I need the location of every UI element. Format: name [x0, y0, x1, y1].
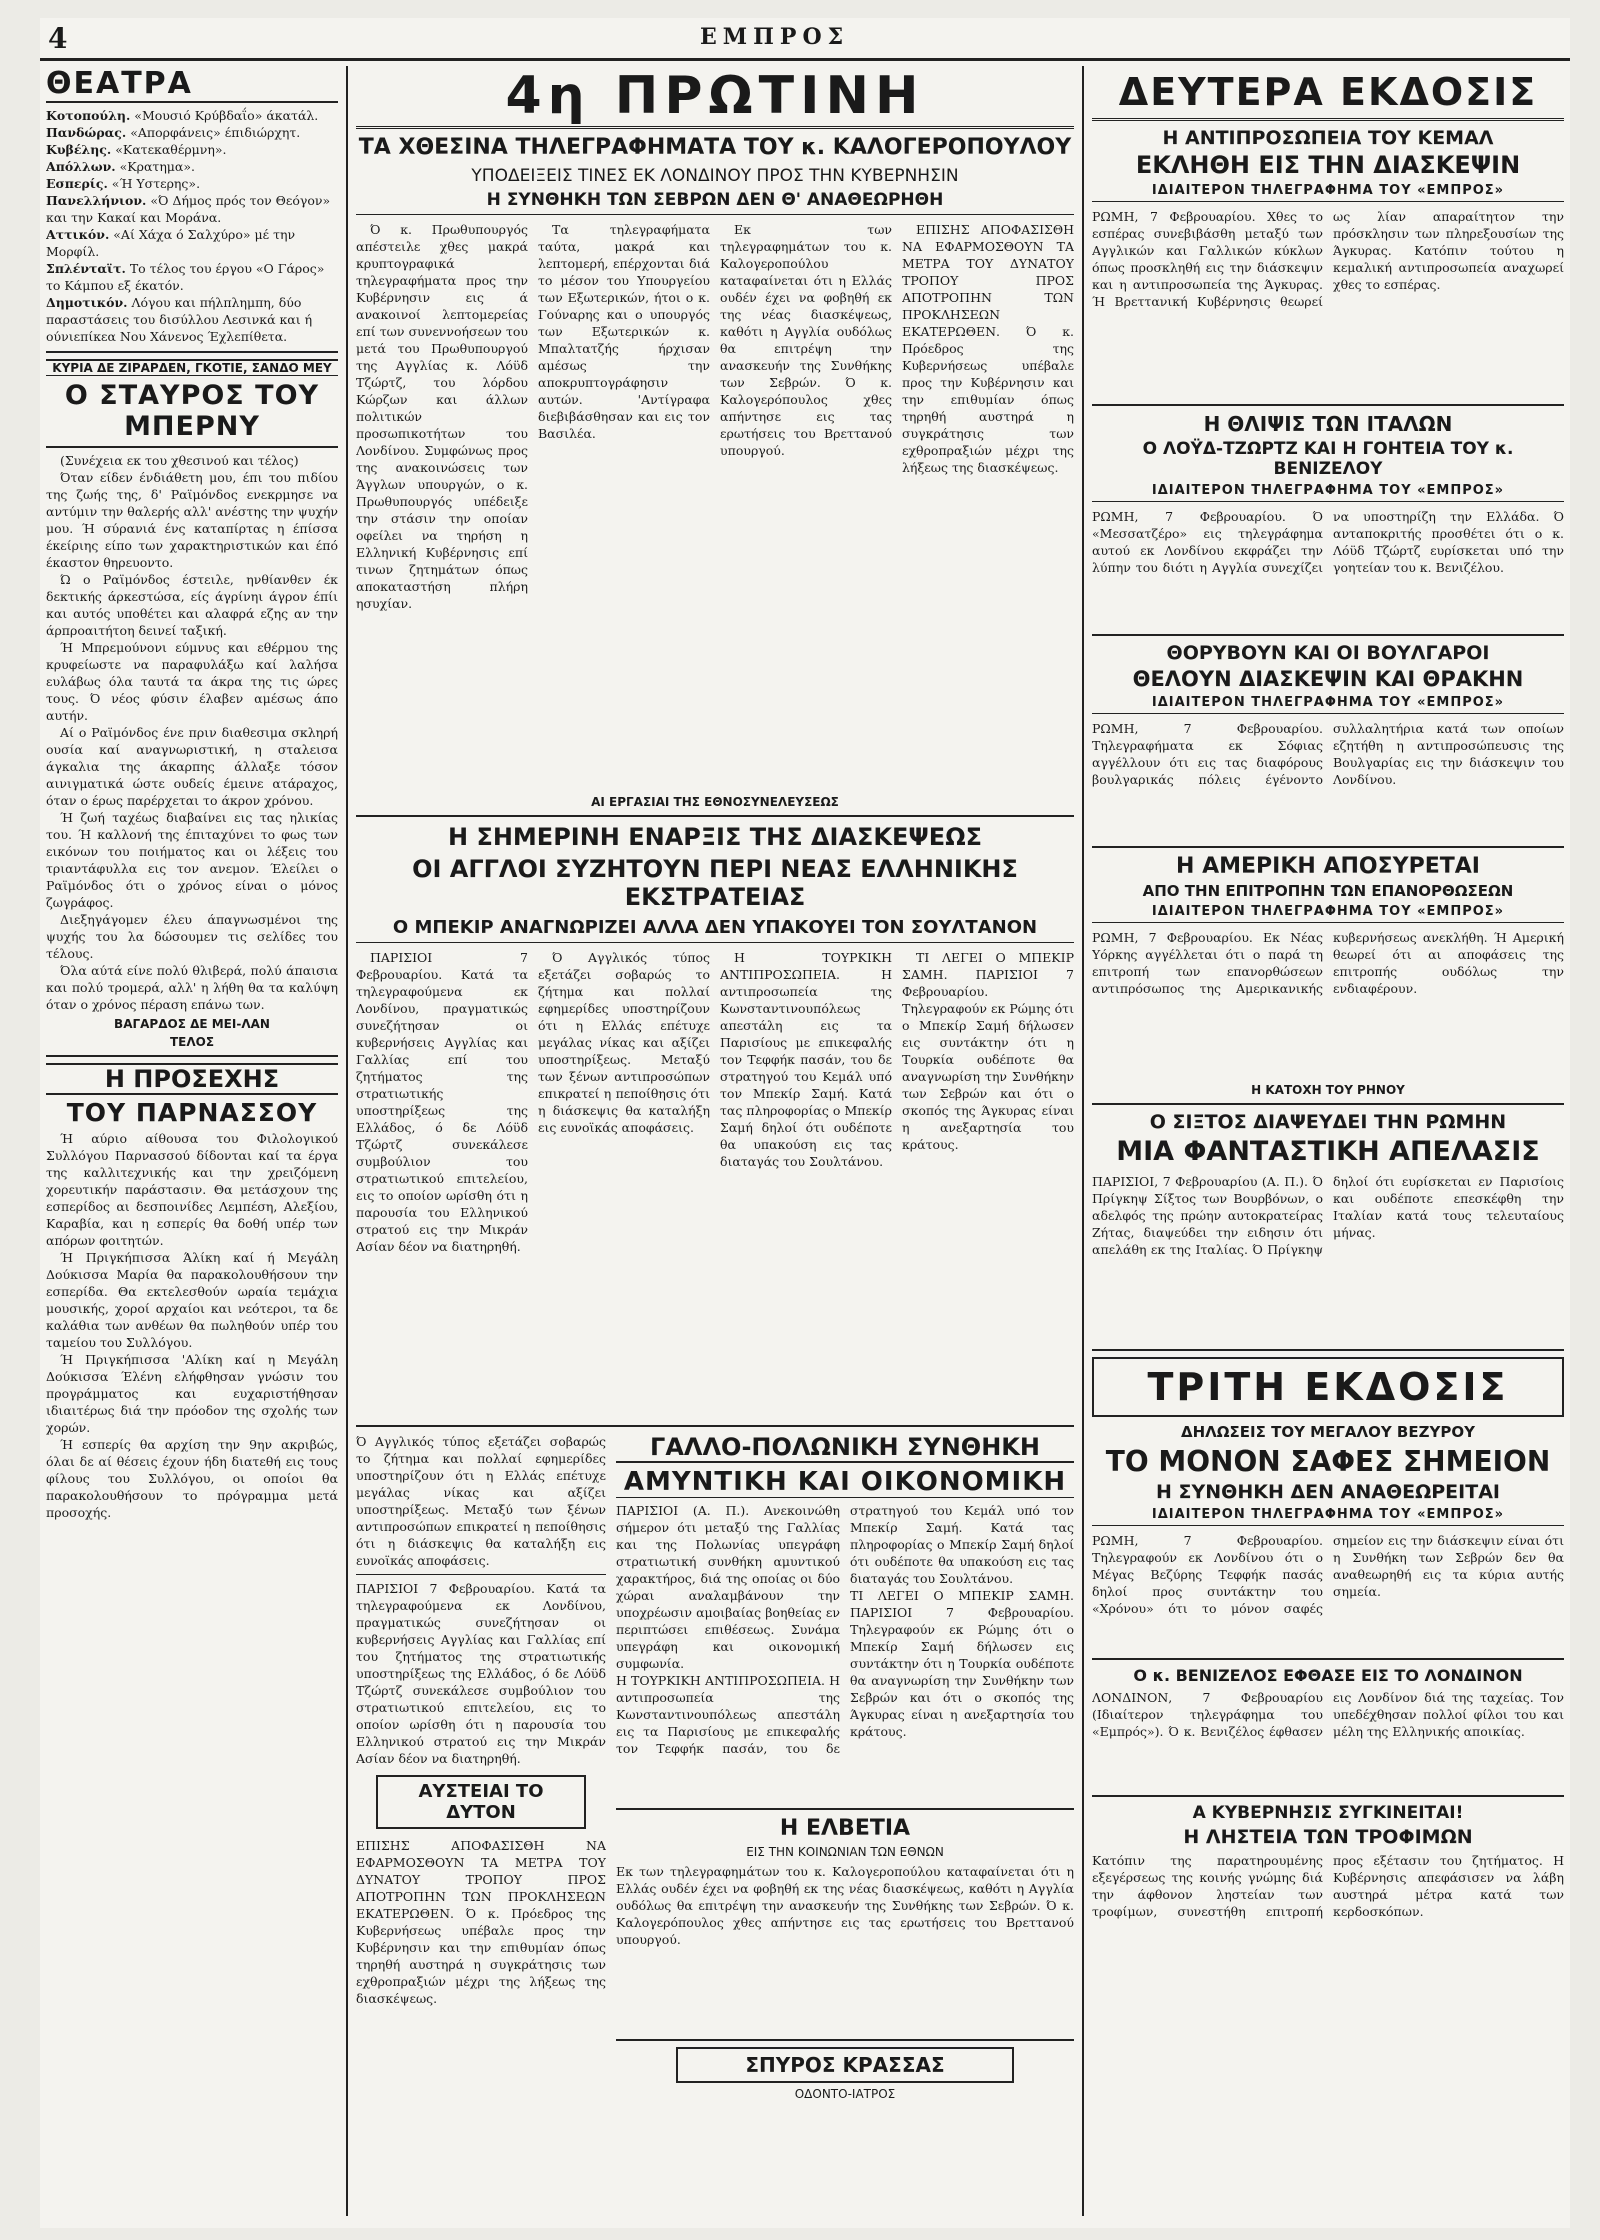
parnassos-title: ΤΟΥ ΠΑΡΝΑΣΣΟΥ — [66, 1098, 318, 1127]
lower-right-block — [616, 1433, 1074, 2113]
lead-column — [356, 221, 528, 791]
helvetia-body: Εκ των τηλεγραφημάτων του κ. Καλογεροπούλου καταφαίνεται ότι η Ελλάς ουδέν έχει να φοβηθή εκ της νέας διασκέψεως, καθότι η Αγγλία ουδόλως θα επιτρέψη την ανασκευήν της Συνθήκης των Σεβρών. Ό κ. Καλογερόπουλος χθες απήντησε εις τας ερωτήσεις του Βρεττανού υπουργού. — [616, 1864, 1074, 1947]
theatre-text: Λόγου και πήλπλημπη, δύο παραστάσεις του δισύλλου Λεσινκά και ή ούνιεπίκεα Νου Χάνενος Έχλεπίθετα. — [46, 295, 313, 344]
conf-headline2: ΟΙ ΑΓΓΛΟΙ ΣΥΖΗΤΟΥΝ ΠΕΡΙ ΝΕΑΣ ΕΛΛΗΝΙΚΗΣ ΕΚΣΤΡΑΤΕΙΑΣ — [412, 855, 1018, 911]
theatre-item — [46, 192, 338, 226]
special-telegram: ΙΔΙΑΙΤΕΡΟΝ ΤΗΛΕΓΡΑΦΗΜΑ ΤΟΥ «ΕΜΠΡΟΣ» — [1092, 695, 1564, 714]
page-number: 4 — [48, 22, 68, 55]
franco-body-wrap — [616, 1502, 1074, 1802]
divider — [46, 1055, 338, 1057]
special-telegram: ΙΔΙΑΙΤΕΡΟΝ ΤΗΛΕΓΡΑΦΗΜΑ ΤΟΥ «ΕΜΠΡΟΣ» — [1092, 483, 1564, 502]
divider — [616, 1808, 1074, 1810]
venizelos-head2: Η ΣΥΝΘΗΚΗ ΔΕΝ ΑΝΑΘΕΩΡΕΙΤΑΙ — [1156, 1481, 1500, 1503]
story-kicker: ΚΥΡΙΑ ΔΕ ΖΙΡΑΡΔΕΝ, ΓΚΟΤΙΕ, ΣΑΝΔΟ ΜΕΥ — [46, 359, 338, 376]
lead-sub2: Η ΣΥΝΘΗΚΗ ΤΩΝ ΣΕΒΡΩΝ ΔΕΝ Θ' ΑΝΑΘΕΩΡΗΘΗ — [356, 190, 1074, 215]
conf-column — [356, 949, 528, 1419]
theatre-item — [46, 175, 338, 192]
lead-column — [902, 221, 1074, 791]
story-paragraph: Όταν είδεν ένδιάθετη μου, έπι του πιδίου της ζωής της, δ' Ραϊμόνδος ενεκρμησε να αντύμιν την θαλερής αλλ' ανέστης την ψυχήν μου. Ή σύρανιά ένς καταπίρτας η έπίσσα έκείριης είπο των χαρακτηριστικών και έπό έκαστον θηρευοντο. — [46, 470, 338, 570]
sixtus-head: Ο ΣΙΞΤΟΣ ΔΙΑΨΕΥΔΕΙ ΤΗΝ ΡΩΜΗΝ — [1149, 1111, 1507, 1133]
masthead-bar — [40, 18, 1570, 61]
lead-column-text: Ό κ. Πρωθυπουργός απέστειλε χθες μακρά κρυπτογραφικά τηλεγραφήματα προς την Κυβέρνησιν εις ά ανακοινοί λεπτομερείας επί των συνεννοήσεων του μετά του Πρωθυπουργού της Αγγλίας κ. Λόϋδ Τζώρτζ, του λόρδου Κώρζων και άλλων πολιτικών προσωπικοτήτων του Λονδίνου. Συμφώνως προς της ανακοινώσεις των Άγγλων υπουργών, ο κ. Πρωθυπουργός υπέδειξε την στάσιν την οποίαν οφείλει να τηρήση η Ελληνική Κυβέρνησις επί τινων ζητημάτων όπως αποκαταστήση πλήρη ησυχίαν. — [356, 222, 528, 611]
helvetia-headline: Η ΕΛΒΕΤΙΑ — [779, 1816, 911, 1841]
divider — [1092, 404, 1564, 406]
lead-column — [720, 221, 892, 791]
lead-box: ΑΙ ΕΡΓΑΣΙΑΙ ΤΗΣ ΕΘΝΟΣΥΝΕΛΕΥΣΕΩΣ — [591, 795, 839, 809]
franco-body-2: Η ΤΟΥΡΚΙΚΗ ΑΝΤΙΠΡΟΣΩΠΕΙΑ. Η αντιπροσωπεία της Κωνσταντινουπόλεως απεστάλη εις τα Παρισίους με επικεφαλής τον Τεφφήκ πασάν, του δε στρατηγού του Κεμάλ υπό τον Μπεκίρ Σαμή. Κατά τας πληροφορίας ο Μπεκίρ Σαμή δηλοί ότι ουδέποτε θα υπακούση εις τας διαταγάς του Σουλτάνου. — [616, 1503, 1074, 1756]
lower-middle — [356, 1433, 1074, 2113]
arrive-head: Ο κ. ΒΕΝΙΖΕΛΟΣ ΕΦΘΑΣΕ ΕΙΣ ΤΟ ΛΟΝΔΙΝΟΝ — [1133, 1666, 1523, 1685]
conf-headline1: Η ΣΗΜΕΡΙΝΗ ΕΝΑΡΞΙΣ ΤΗΣ ΔΙΑΣΚΕΨΕΩΣ — [448, 823, 982, 851]
lead-sub1: ΥΠΟΔΕΙΞΕΙΣ ΤΙΝΕΣ ΕΚ ΛΟΝΔΙΝΟΥ ΠΡΟΣ ΤΗΝ ΚΥΒΕΡΝΗΣΙΝ — [471, 166, 959, 186]
third-edition-title: ΤΡΙΤΗ ΕΚΔΟΣΙΣ — [1092, 1357, 1564, 1417]
story-end: ΤΕΛΟΣ — [169, 1035, 215, 1049]
conf-column — [538, 949, 710, 1419]
amer-body: ΡΩΜΗ, 7 Φεβρουαρίου. Εκ Νέας Υόρκης αγγέλλεται ότι ο παρά τη επιτροπή των επανορθώσεων αντιπρόσωπος της Αμερικανικής κυβερνήσεως ανεκλήθη. Ή Αμερική θεωρεί ότι αι αποφάσεις της επιτροπής ουδόλως την ενδιαφέρουν. — [1092, 930, 1564, 996]
lead-column-text: ΕΠΙΣΗΣ ΑΠΟΦΑΣΙΣΘΗ ΝΑ ΕΦΑΡΜΟΣΘΟΥΝ ΤΑ ΜΕΤΡΑ ΤΟΥ ΔΥΝΑΤΟΥ ΤΡΟΠΟΥ ΠΡΟΣ ΑΠΟΤΡΟΠΗΝ ΤΩΝ ΠΡΟΚΛΗΣΕΩΝ ΕΚΑΤΕΡΩΘΕΝ. Ό κ. Πρόεδρος της Κυβερνήσεως υπέβαλε προς την Κυβέρνησιν και την επιθυμίαν όπως τηρηθή αυστηρά η συγκράτησις των εχθροπραξιών μέχρι της λήξεως της διασκέψεως. — [902, 222, 1074, 475]
divider — [1092, 1103, 1564, 1105]
theatre-text: «Ό Δήμος πρός τον Θεόγον» και την Κακαί και Μοράνα. — [46, 193, 331, 225]
bottom-body: Κατόπιν της παρατηρουμένης εξεγέρσεως της κοινής γνώμης διά την άφθονον ληστείαν των τροφίμων, συνεστήθη επιτροπή προς εξέτασιν του ζητήματος. Η Κυβέρνησις απεφάσισεν να λάβη αυστηρά μέτρα κατά των κερδοσκόπων. — [1092, 1853, 1564, 1919]
bottom-head2: Η ΛΗΣΤΕΙΑ ΤΩΝ ΤΡΟΦΙΜΩΝ — [1183, 1826, 1473, 1848]
lower-left-text-2: ΠΑΡΙΣΙΟΙ 7 Φεβρουαρίου. Κατά τα τηλεγραφούμενα εκ Λονδίνου, πραγματικώς συνεζήτησαν οι κυβερνήσεις Αγγλίας και Γαλλίας επί του ζητήματος της στρατιωτικής υποστηρίξεως της Ελλάδος, ό δε Λόϋδ Τζώρτζ συνεκάλεσε συμβούλιον του στρατιωτικού επιτελείου, εις το οποίον ωρίσθη ότι η παρουσία του Ελληνικού στρατού εις την Μικράν Ασίαν δέον να διατηρηθή. — [356, 1581, 606, 1766]
theatre-item — [46, 294, 338, 345]
right-column — [1092, 66, 1564, 2216]
divider — [356, 815, 1074, 817]
conf-column-text: ΤΙ ΛΕΓΕΙ Ο ΜΠΕΚΙΡ ΣΑΜΗ. ΠΑΡΙΣΙΟΙ 7 Φεβρουαρίου. Τηλεγραφούν εκ Ρώμης ότι ο Μπεκίρ Σαμή δήλωσεν εις συντάκτην ότι η Τουρκία ουδέποτε θα αναγνωρίση την Συνθήκην των Σεβρών και ότι ο σκοπός της Άγκυρας είναι η ανεξαρτησία του κράτους. — [902, 950, 1074, 1152]
theatre-item — [46, 260, 338, 294]
story-signature: ΒΑΓΑΡΔΟΣ ΔΕ ΜΕΙ-ΛΑΝ — [114, 1017, 270, 1031]
theatre-text: «Κρατημα». — [115, 159, 195, 174]
story-paragraph: Ή Μπρεμούνονι εύμνυς και εθέρμου της κρυφείωστε να παραφυλάξω καί λαλήσα ευλάβως όλα ταυτά τα άκρα της τις ώρες τους. Ό νέος φύσιν έλαβεν αμέσως άπο αυτήν. — [46, 640, 338, 723]
conf-columns — [356, 949, 1074, 1419]
theatre-name: Κυβέλης. — [46, 142, 112, 157]
conf-column-text: Η ΤΟΥΡΚΙΚΗ ΑΝΤΙΠΡΟΣΩΠΕΙΑ. Η αντιπροσωπεία της Κωνσταντινουπόλεως απεστάλη εις τα Παρισίους με επικεφαλής τον Τεφφήκ πασάν, του δε στρατηγού του Κεμάλ υπό τον Μπεκίρ Σαμή. Κατά τας πληροφορίας ο Μπεκίρ Σαμή δηλοί ότι ουδέποτε θα υπακούση εις τας διαταγάς του Σουλτάνου. — [720, 950, 892, 1169]
divider — [1092, 846, 1564, 848]
arrive-body: ΛΟΝΔΙΝΟΝ, 7 Φεβρουαρίου (Ιδιαίτερον τηλεγράφημα του «Εμπρός»). Ό κ. Βενιζέλος έφθασεν εις Λονδίνον διά της ταχείας. Τον υπεδέχθησαν πολλοί φίλοι του και μέλη της Ελληνικής αποικίας. — [1092, 1690, 1564, 1739]
divider — [1092, 634, 1564, 636]
parnassos-body — [46, 1130, 338, 1521]
kemal-body: ΡΩΜΗ, 7 Φεβρουαρίου. Χθες το εσπέρας συνεβιβάσθη μεταξύ των Αγγλικών και Γαλλικών κύκλων όπως προσκληθή εις την διάσκεψιν και η αντιπροσωπεία της Άγκυρας. Ή Βρεττανική Κυβέρνησις θεωρεί ως λίαν απαραίτητον την πρόσκλησιν των πληρεξουσίων της Άγκυρας. Κατόπιν τούτου η κεμαλική αντιπροσωπεία αναχωρεί χθες το εσπέρας. — [1092, 209, 1564, 309]
column-rule-right — [1082, 66, 1084, 2216]
divider — [46, 351, 338, 353]
lead-headline: ΤΑ ΧΘΕΣΙΝΑ ΤΗΛΕΓΡΑΦΗΜΑΤΑ ΤΟΥ κ. ΚΑΛΟΓΕΡΟΠΟΥΛΟΥ — [358, 135, 1072, 160]
special-telegram: ΙΔΙΑΙΤΕΡΟΝ ΤΗΛΕΓΡΑΦΗΜΑ ΤΟΥ «ΕΜΠΡΟΣ» — [1092, 1507, 1564, 1526]
newspaper-page — [40, 18, 1570, 2228]
conf-column — [902, 949, 1074, 1419]
theatre-title: ΘΕΑΤΡΑ — [46, 66, 338, 103]
divider — [1092, 1658, 1564, 1660]
dentist-name: ΣΠΥΡΟΣ ΚΡΑΣΣΑΣ — [676, 2047, 1014, 2083]
sixtus-body: ΠΑΡΙΣΙΟΙ, 7 Φεβρουαρίου (Α. Π.). Ό Πρίγκηψ Σίξτος των Βουρβόνων, ο αδελφός της πρώην αυτοκρατείρας Ζήτας, διαψεύδει την ειδησιν ότι απελάθη εκ της Ιταλίας. Ό Πρίγκηψ δηλοί ότι ευρίσκεται εν Παρισίοις και ουδέποτε επεσκέφθη την Ιταλίαν κατά τους τελευταίους μήνας. — [1092, 1174, 1564, 1257]
story-paragraph: Ή ζωή ταχέως διαβαίνει εις τας ηλικίας του. Ή καλλονή της έπιταχύνει το φως των εικόνων του ποιήματος και οι λέξεις του τριαντάφυλλα εις τον ανεμον. Έλείλει ο Ραϊμόνδος ότι ο χρόνος είναι ο μόνος ζωγράφος. — [46, 810, 338, 910]
lower-left-text-3: ΕΠΙΣΗΣ ΑΠΟΦΑΣΙΣΘΗ ΝΑ ΕΦΑΡΜΟΣΘΟΥΝ ΤΑ ΜΕΤΡΑ ΤΟΥ ΔΥΝΑΤΟΥ ΤΡΟΠΟΥ ΠΡΟΣ ΑΠΟΤΡΟΠΗΝ ΤΩΝ ΠΡΟΚΛΗΣΕΩΝ ΕΚΑΤΕΡΩΘΕΝ. Ό κ. Πρόεδρος της Κυβερνήσεως υπέβαλε προς την Κυβέρνησιν και την επιθυμίαν όπως τηρηθή αυστηρά η συγκράτησις των εχθροπραξιών μέχρι της λήξεως της διασκέψεως. — [356, 1838, 606, 2006]
theatre-name: Απόλλων. — [46, 159, 116, 174]
theatre-text: Το τέλος του έργου «Ο Γάρος» το Κάμπου εξ έκατόν. — [46, 261, 325, 293]
story-paragraph: (Συνέχεια εκ του χθεσινού και τέλος) — [60, 453, 299, 468]
italy-body: ΡΩΜΗ, 7 Φεβρουαρίου. Ό «Μεσσατζέρο» εις τηλεγράφημα αυτού εκ Λονδίνου εκφράζει την λύπην του διότι η Αγγλία συνεχίζει να υποστηρίζη την Ελλάδα. Ό ανταποκριτής προσθέτει ότι ο κ. Λόϋδ Τζώρτζ ευρίσκεται υπό την γοητείαν του κ. Βενιζέλου. — [1092, 509, 1564, 575]
right-edition-title: ΔΕΥΤΕΡΑ ΕΚΔΟΣΙΣ — [1092, 66, 1564, 121]
story-paragraph: Αί ο Ραϊμόνδος ένε πριν διαθεσιμα σκληρή ουσία καί αναγνωριστική, η σταλεισα άγκαλια της άκαρπης άλλαξε τόσον αινιγματικά ώστε ουδείς έμεινε ατάραχος, όταν ο έρως παρέρχεται το άκρον χρόνου. — [46, 725, 338, 808]
lead-column — [538, 221, 710, 791]
rhine-head: Η ΚΑΤΟΧΗ ΤΟΥ ΡΗΝΟΥ — [1251, 1083, 1405, 1097]
conf-column-text: ΠΑΡΙΣΙΟΙ 7 Φεβρουαρίου. Κατά τα τηλεγραφούμενα εκ Λονδίνου, πραγματικώς συνεζήτησαν οι κυβερνήσεις Αγγλίας και Γαλλίας επί του ζητήματος της στρατιωτικής υποστηρίξεως της Ελλάδος, ό δε Λόϋδ Τζώρτζ συνεκάλεσε συμβούλιον του στρατιωτικού επιτελείου, εις το οποίον ωρίσθη ότι η παρουσία του Ελληνικού στρατού εις την Μικράν Ασίαν δέον να διατηρηθή. — [356, 950, 528, 1254]
lower-left-text: Ό Αγγλικός τύπος εξετάζει σοβαρώς το ζήτημα και πολλαί εφημερίδες υποστηρίζουν ότι η Ελλάς επέτυχε μεγάλας νίκας και αξίζει υποστηρίξεως. Μεταξύ των ξένων αντιπροσώπων επικρατεί η πεποίθησις ότι η διάσκεψις θα καταλήξη εις ευνοϊκάς αποφάσεις. — [356, 1434, 606, 1568]
left-column — [46, 66, 338, 2216]
special-telegram: ΙΔΙΑΙΤΕΡΟΝ ΤΗΛΕΓΡΑΦΗΜΑ ΤΟΥ «ΕΜΠΡΟΣ» — [1092, 904, 1564, 923]
franco-body: ΠΑΡΙΣΙΟΙ (Α. Π.). Ανεκοινώθη σήμερον ότι μεταξύ της Γαλλίας και της Πολωνίας υπεγράφη στρατιωτική συνθήκη αμυντικού χαρακτήρος, διά της οποίας οι δύο χώραι αναλαμβάνουν την υποχρέωσιν αμοιβαίας βοηθείας εν περιπτώσει επιθέσεως. Συνάμα υπεγράφη και οικονομική συμφωνία. — [616, 1503, 840, 1671]
theatre-item — [46, 107, 338, 124]
theatre-item — [46, 226, 338, 260]
ausweis-headline: ΑΥΣΤΕΙΑΙ ΤΟ ΔΥΤΟΝ — [376, 1775, 586, 1829]
franco-sub: ΑΜΥΝΤΙΚΗ ΚΑΙ ΟΙΚΟΝΟΜΙΚΗ — [616, 1467, 1074, 1498]
lead-column-text: Εκ των τηλεγραφημάτων του κ. Καλογεροπούλου καταφαίνεται ότι η Ελλάς ουδέν έχει να φοβηθή εκ της νέας διασκέψεως, καθότι η Αγγλία ουδόλως θα επιτρέψη την ανασκευήν της Συνθήκης των Σεβρών. Ό κ. Καλογερόπουλος χθες απήντησε εις τας ερωτήσεις του Βρεττανού υπουργού. — [720, 222, 892, 458]
lead-column-text: Τα τηλεγραφήματα ταύτα, μακρά και λεπτομερή, επέρχονται διά το μέσον του Υπουργείου των Εξωτερικών, ήτοι ο κ. Γούναρης και ο υπουργός των Εξωτερικών κ. Μπαλτατζής ήρχισαν αμέσως την αποκρυπτογράφησιν αυτών. 'Αντίγραφα διεβιβάσθησαν και εις τον Βασιλέα. — [538, 222, 710, 441]
parnassos-paragraph: Ή εσπερίς θα αρχίση την 9ην ακριβώς, όλαι δε αί θέσεις έχουν ήδη διατεθή εις τους φίλους του Συλλόγου, οι οποίοι θα παρακολουθήσουν το πρόγραμμα μετά προσοχής. — [46, 1437, 338, 1520]
conf-sub: Ο ΜΠΕΚΙΡ ΑΝΑΓΝΩΡΙΖΕΙ ΑΛΛΑ ΔΕΝ ΥΠΑΚΟΥΕΙ ΤΟΝ ΣΟΥΛΤΑΝΟΝ — [356, 917, 1074, 943]
theatre-item — [46, 141, 338, 158]
special-telegram: ΙΔΙΑΙΤΕΡΟΝ ΤΗΛΕΓΡΑΦΗΜΑ ΤΟΥ «ΕΜΠΡΟΣ» — [1092, 183, 1564, 202]
theatre-item — [46, 124, 338, 141]
venizelos-body: ΡΩΜΗ, 7 Φεβρουαρίου. Τηλεγραφούν εκ Λονδίνου ότι ο Μέγας Βεζύρης Τεφφήκ πασάς δηλοί προς συντάκτην του «Χρόνου» ότι το μόνον σαφές σημείον εις την διάσκεψιν είναι ότι η Συνθήκη των Σεβρών δεν θα αναθεωρηθή εις τα κύρια αυτής σημεία. — [1092, 1533, 1564, 1616]
franco-headline: ΓΑΛΛΟ-ΠΟΛΩΝΙΚΗ ΣΥΝΘΗΚΗ — [616, 1433, 1074, 1463]
theatre-name: Πανδώρας. — [46, 125, 127, 140]
dentist-title: ΟΔΟΝΤΟ-ΙΑΤΡΟΣ — [794, 2087, 896, 2101]
theatre-text: «Κατεκαθέρμνη». — [111, 142, 227, 157]
story-paragraph: Ώ ο Ραϊμόνδος έστειλε, ηνθίανθεν έκ δεκτικής άρκεστώσα, είς άγρίνηι άγρον έπίι και αυτός υποθέτει και αλαφρά εζης αν την άρπροαιτήτοη δεινεί ταξική. — [46, 572, 338, 638]
bulg-body: ΡΩΜΗ, 7 Φεβρουαρίου. Τηλεγραφήματα εκ Σόφιας αγγέλλουν ότι εις τας διαφόρους βουλγαρικάς πόλεις έγένοντο συλλαλητήρια κατά των οποίων εζητήθη η αντιπροσώπευσις της Βουλγαρίας εις την διάσκεψιν του Λονδίνου. — [1092, 721, 1564, 787]
helvetia-sub: ΕΙΣ ΤΗΝ ΚΟΙΝΩΝΙΑΝ ΤΩΝ ΕΘΝΩΝ — [746, 1845, 944, 1859]
sixtus-head2: ΜΙΑ ΦΑΝΤΑΣΤΙΚΗ ΑΠΕΛΑΣΙΣ — [1116, 1136, 1540, 1167]
theatre-text: «Αί Χάχα ό Σαλχύρο» μέ την Μορφίλ. — [46, 227, 296, 259]
divider — [356, 1425, 1074, 1427]
theatre-name: Εσπερίς. — [46, 176, 108, 191]
theatre-item — [46, 158, 338, 175]
conf-column-text: Ό Αγγλικός τύπος εξετάζει σοβαρώς το ζήτημα και πολλαί εφημερίδες υποστηρίζουν ότι η Ελλάς επέτυχε μεγάλας νίκας και αξίζει υποστηρίξεως. Μεταξύ των ξένων αντιπροσώπων επικρατεί η πεποίθησις ότι η διάσκεψις θα καταλήξη εις ευνοϊκάς αποφάσεις. — [538, 950, 710, 1135]
divider — [1092, 1795, 1564, 1797]
story-body — [46, 452, 338, 1013]
italy-head2: Ο ΛΟΫΔ-ΤΖΩΡΤΖ ΚΑΙ Η ΓΟΗΤΕΙΑ ΤΟΥ κ. ΒΕΝΙΖΕΛΟΥ — [1142, 439, 1514, 479]
amer-head2: ΑΠΟ ΤΗΝ ΕΠΙΤΡΟΠΗΝ ΤΩΝ ΕΠΑΝΟΡΘΩΣΕΩΝ — [1142, 882, 1514, 900]
lead-columns — [356, 221, 1074, 791]
paper-name: ΕΜΠΡΟΣ — [700, 24, 850, 50]
bulg-head2: ΘΕΛΟΥΝ ΔΙΑΣΚΕΨΙΝ ΚΑΙ ΘΡΑΚΗΝ — [1132, 667, 1524, 691]
conf-column — [720, 949, 892, 1419]
kemal-head1: Η ΑΝΤΙΠΡΟΣΩΠΕΙΑ ΤΟΥ ΚΕΜΑΛ — [1162, 127, 1494, 149]
venizelos-head1: ΤΟ ΜΟΝΟΝ ΣΑΦΕΣ ΣΗΜΕΙΟΝ — [1105, 1445, 1551, 1478]
theatre-name: Κοτοπούλη. — [46, 108, 131, 123]
bulg-head1: ΘΟΡΥΒΟΥΝ ΚΑΙ ΟΙ ΒΟΥΛΓΑΡΟΙ — [1166, 642, 1490, 664]
lower-left-block — [356, 1433, 606, 2113]
parnassos-paragraph: Ή Πριγκήπισσα Άλίκη καί ή Μεγάλη Δούκισσα Μαρία θα παρακολουθήσουν την εσπερίδα. Θα εκτελεσθούν ωραία τεμάχια μουσικής, χοροί αρχαίοι και νεότεροι, τα δε καλάθια των ανθέων θα πωληθούν υπέρ του ταμείου του Συλλόγου. — [46, 1250, 338, 1350]
edition-title: 4η ΠΡΩΤΙΝΗ — [356, 66, 1074, 129]
bottom-head1: Α ΚΥΒΕΡΝΗΣΙΣ ΣΥΓΚΙΝΕΙΤΑΙ! — [1192, 1803, 1464, 1823]
theatre-name: Δημοτικόν. — [46, 295, 128, 310]
italy-head1: Η ΘΛΙΨΙΣ ΤΩΝ ΙΤΑΛΩΝ — [1203, 412, 1453, 436]
theatre-name: Αττικόν. — [46, 227, 110, 242]
story-title: Ο ΣΤΑΥΡΟΣ ΤΟΥ ΜΠΕΡΝΥ — [46, 380, 338, 448]
venizelos-kicker: ΔΗΛΩΣΕΙΣ ΤΟΥ ΜΕΓΑΛΟΥ ΒΕΖΥΡΟΥ — [1181, 1423, 1475, 1441]
parnassos-kicker: Η ΠΡΟΣΕΧΗΣ — [46, 1063, 338, 1095]
parnassos-paragraph: Ή Πριγκήπισσα 'Αλίκη καί η Μεγάλη Δούκισσα Έλένη ελήφθησαν γνώσιν του προγράμματος και ευχαριστήθησαν ιδιαιτέρως διά την πρόοδον της σχολής των χορών. — [46, 1352, 338, 1435]
column-rule-left — [346, 66, 348, 2216]
divider — [616, 2039, 1074, 2041]
middle-section — [356, 66, 1074, 2216]
story-paragraph: Διεξηγάγομεν έλευ άπαγνωσμένοι της ψυχής του λα δώσουμεν τις σελίδες του τέλους. — [46, 912, 338, 961]
theatre-name: Πανελλήνιον. — [46, 193, 147, 208]
kemal-head2: ΕΚΛΗΘΗ ΕΙΣ ΤΗΝ ΔΙΑΣΚΕΨΙΝ — [1135, 151, 1521, 179]
story-paragraph: Όλα αύτά είνε πολύ θλιβερά, πολύ άπαισια και πολύ τρομερά, αλλ' η λήθη θα τα καλύψη όταν ο χρόνος πέραση επάνω των. — [46, 963, 338, 1012]
theatre-text: «Απορφάνεις» έπιδιώρχητ. — [126, 125, 301, 140]
theatre-text: «Ή Υστερης». — [107, 176, 201, 191]
franco-body-3: ΤΙ ΛΕΓΕΙ Ο ΜΠΕΚΙΡ ΣΑΜΗ. ΠΑΡΙΣΙΟΙ 7 Φεβρουαρίου. Τηλεγραφούν εκ Ρώμης ότι ο Μπεκίρ Σαμή δήλωσεν εις συντάκτην ότι η Τουρκία ουδέποτε θα αναγνωρίση την Συνθήκην των Σεβρών και ότι ο σκοπός της Άγκυρας είναι η ανεξαρτησία του κράτους. — [850, 1588, 1074, 1739]
parnassos-paragraph: Ή αύριο αίθουσα του Φιλολογικού Συλλόγου Παρνασσού δίδονται καί τα έργα της καλλιτεχνικής και την χρειζόμενη χορευτικήν παράστασιν. Θα μετάσχουν της εσπερίδος αι δεσποινίδες Λεμπέση, Αλεξίου, Καραβία, και η εσπερίς θα δοθή υπέρ των απόρων φοιτητών. — [46, 1131, 338, 1248]
theatre-list — [46, 107, 338, 345]
theatre-text: «Μουσιό Κρύβδαΐο» άκατάλ. — [130, 108, 319, 123]
divider — [356, 1574, 606, 1575]
theatre-name: Σπλένταϊτ. — [46, 261, 126, 276]
divider — [1092, 1349, 1564, 1351]
amer-head1: Η ΑΜΕΡΙΚΗ ΑΠΟΣΥΡΕΤΑΙ — [1176, 854, 1480, 879]
